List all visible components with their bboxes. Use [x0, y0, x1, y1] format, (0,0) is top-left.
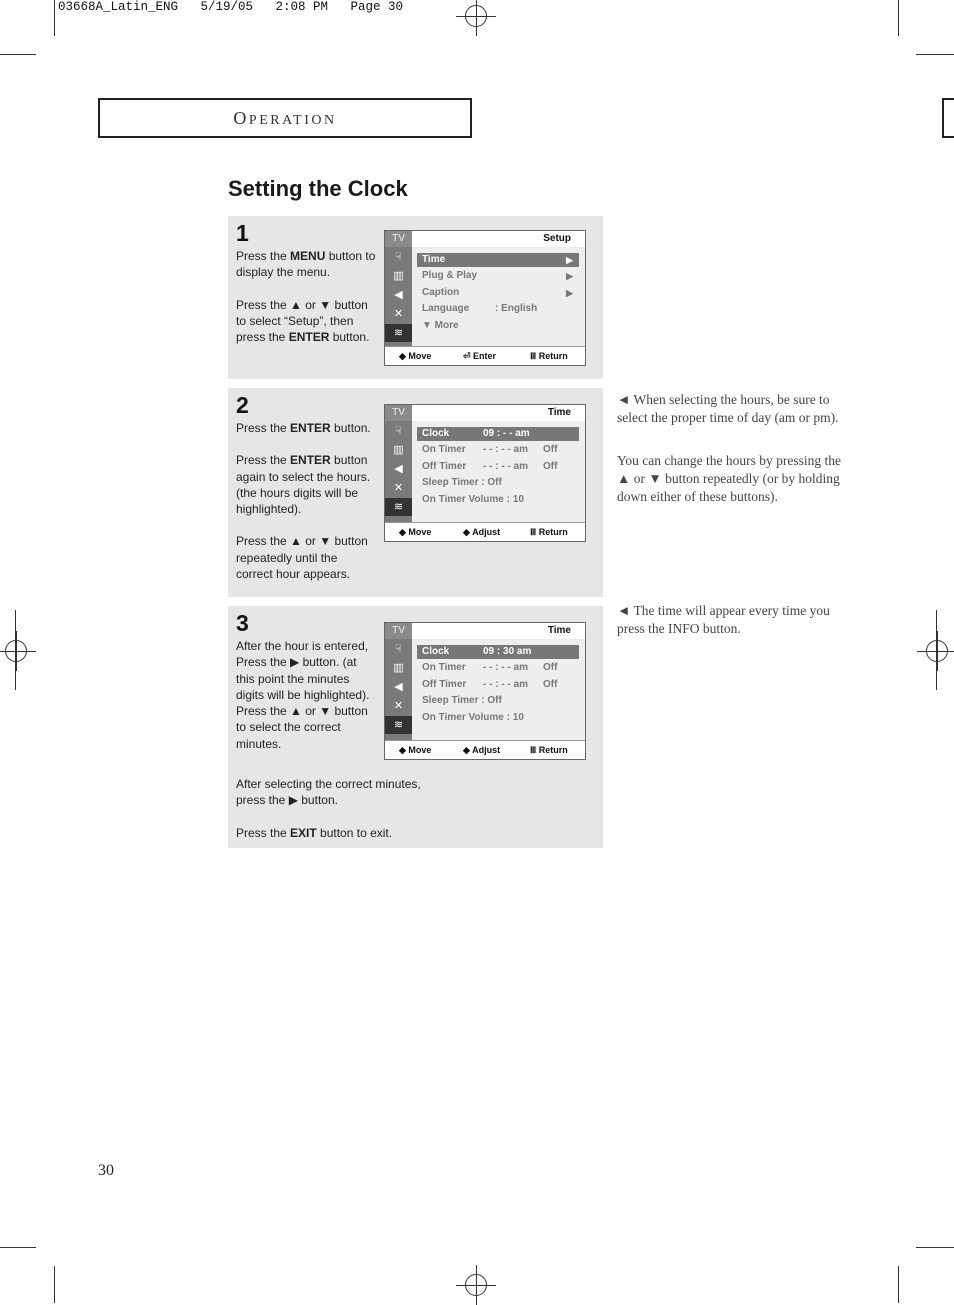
osd-item-label: Off Timer	[422, 678, 467, 690]
osd-menu-item[interactable]	[417, 661, 579, 675]
step-number: 2	[236, 392, 249, 418]
osd-item-value: - - : - - am	[483, 444, 528, 456]
osd-menu-item[interactable]	[417, 443, 579, 457]
osd-menu-item[interactable]	[417, 645, 579, 659]
instruction-text: Press the	[236, 825, 291, 840]
instruction-text: button again to select the hours. (the hours digits will be highlighted).	[236, 453, 371, 517]
side-tab	[942, 98, 954, 138]
instruction-text: After selecting the correct minutes, press the ▶ button.	[236, 777, 421, 808]
instruction-text: ENTER	[288, 330, 330, 345]
crop-mark	[54, 0, 55, 36]
osd-item-label: Off Timer	[422, 460, 467, 472]
osd-tv-label: TV	[385, 231, 412, 247]
osd-tv-label: TV	[385, 623, 412, 639]
setup-icon: ≋	[385, 716, 412, 734]
osd-item-label: Sleep Timer : Off	[422, 695, 502, 707]
registration-mark-icon	[5, 640, 27, 662]
osd-tv-label: TV	[385, 405, 412, 421]
step-panel-3	[228, 606, 603, 848]
osd-menu-item[interactable]	[417, 711, 579, 725]
osd-footer-hint: ◆ Move	[399, 745, 432, 755]
instruction-text: Press the ▲ or ▼ button to select “Setup”, then press the	[236, 297, 368, 345]
picture-icon: ☟	[395, 251, 402, 263]
sound-icon: ◀	[394, 681, 403, 693]
osd-item-value: 09 : 30 am	[483, 646, 532, 657]
osd-menu-item[interactable]	[417, 476, 579, 490]
osd-menu	[384, 404, 586, 542]
channel-icon: ▥	[393, 662, 404, 674]
osd-item-label: On Timer Volume : 10	[422, 493, 524, 505]
osd-menu-item[interactable]	[417, 678, 579, 692]
osd-item-label: Clock	[422, 428, 450, 439]
osd-footer-hint: Ⅲ Return	[530, 351, 568, 361]
instruction-text: EXIT	[290, 825, 317, 840]
osd-menu	[384, 622, 586, 760]
osd-menu-item[interactable]	[417, 493, 579, 507]
osd-menu-item[interactable]	[417, 319, 579, 333]
osd-item-state: Off	[543, 662, 558, 674]
registration-mark-icon	[465, 1274, 487, 1296]
osd-footer	[385, 346, 585, 365]
chevron-right-icon: ▶	[566, 271, 573, 282]
instruction-paragraph	[236, 420, 376, 436]
section-header	[98, 98, 472, 138]
instruction-text: ENTER	[290, 453, 331, 468]
registration-mark-icon	[926, 640, 948, 662]
step-panel-1	[228, 216, 603, 379]
osd-item-state: Off	[543, 678, 558, 690]
instruction-text: button to display the menu.	[236, 249, 376, 280]
side-note-1	[617, 391, 849, 531]
registration-mark-icon	[465, 5, 487, 27]
osd-menu-item[interactable]	[417, 269, 579, 283]
instruction-text: Press the	[236, 249, 291, 263]
note-paragraph: ◄ The time will appear every time you press the INFO button.	[617, 603, 830, 636]
instruction-text: Press the	[236, 421, 291, 435]
chevron-right-icon: ▶	[566, 287, 573, 298]
osd-item-label: On Timer Volume : 10	[422, 711, 524, 723]
sound-icon: ◀	[394, 289, 403, 301]
step-instructions	[236, 248, 376, 361]
setup-icon: ≋	[385, 498, 412, 516]
step-number: 1	[236, 220, 249, 246]
osd-item-label: Sleep Timer : Off	[422, 477, 502, 489]
crop-mark	[0, 54, 36, 55]
antenna-icon: ✕	[393, 700, 404, 712]
osd-footer-hint: ◆ Adjust	[463, 745, 501, 755]
osd-menu-item[interactable]	[417, 286, 579, 300]
instruction-paragraph	[236, 776, 436, 809]
osd-footer-hint: ◆ Move	[399, 527, 432, 537]
section-label	[100, 108, 470, 129]
instruction-text: button.	[329, 330, 370, 345]
chevron-right-icon: ▶	[566, 255, 573, 265]
page-number: 30	[98, 1162, 114, 1179]
crop-mark	[54, 1266, 55, 1303]
channel-icon: ▥	[393, 444, 404, 456]
osd-item-state: Off	[543, 460, 558, 472]
osd-menu-item[interactable]	[417, 694, 579, 708]
osd-item-value: : English	[495, 303, 538, 315]
osd-item-label: Caption	[422, 286, 460, 298]
osd-item-label: On Timer	[422, 444, 466, 456]
picture-icon: ☟	[395, 425, 402, 437]
osd-menu	[384, 230, 586, 366]
osd-footer	[385, 522, 585, 541]
instruction-paragraph	[236, 452, 376, 517]
instruction-text: Press the ▲ or ▼ button repeatedly until the correct hour appears.	[236, 534, 368, 582]
setup-icon: ≋	[385, 324, 412, 342]
instruction-text: button to exit.	[316, 825, 393, 840]
section-rest: PERATION	[248, 113, 337, 128]
instruction-text: Press the	[236, 453, 291, 468]
osd-item-value: - - : - - am	[483, 678, 528, 690]
instruction-paragraph	[236, 297, 376, 346]
osd-item-label: Language	[422, 303, 470, 315]
crop-mark	[898, 0, 899, 36]
osd-menu-title: Time	[547, 407, 571, 418]
osd-item-state: Off	[543, 444, 558, 456]
osd-menu-title: Setup	[543, 233, 571, 244]
step-panel-2	[228, 388, 603, 597]
channel-icon: ▥	[393, 270, 404, 282]
osd-footer-hint: ◆ Move	[399, 351, 432, 361]
osd-footer-hint: ⏎ Enter	[463, 351, 497, 361]
instruction-text: After the hour is entered, Press the ▶ button. (at this point the minutes digits will be highlighted). Press the ▲ or ▼ button to select the correct minutes.	[236, 639, 370, 751]
step-instructions	[236, 420, 376, 598]
note-paragraph: ◄ When selecting the hours, be sure to select the proper time of day (am or pm).	[617, 392, 839, 425]
crop-mark	[0, 1247, 36, 1248]
crop-mark	[916, 1247, 954, 1248]
crop-mark	[916, 54, 954, 55]
osd-item-label: ▼ More	[422, 319, 459, 331]
osd-footer-hint: Ⅲ Return	[530, 527, 568, 537]
step-number: 3	[236, 610, 249, 636]
osd-menu-item[interactable]	[417, 302, 579, 316]
picture-icon: ☟	[395, 643, 402, 655]
instruction-text: MENU	[290, 249, 326, 263]
osd-footer	[385, 740, 585, 759]
osd-item-label: Clock	[422, 646, 450, 657]
osd-footer-hint: Ⅲ Return	[530, 745, 568, 755]
crop-mark	[898, 1266, 899, 1303]
osd-item-label: Plug & Play	[422, 270, 478, 282]
instruction-paragraph	[236, 248, 376, 281]
osd-menu-item[interactable]	[417, 253, 579, 267]
sound-icon: ◀	[394, 463, 403, 475]
osd-item-label: Time	[422, 254, 446, 265]
osd-menu-item[interactable]	[417, 427, 579, 441]
instruction-text: ENTER	[290, 421, 331, 435]
osd-item-label: On Timer	[422, 662, 466, 674]
instruction-paragraph	[236, 638, 376, 752]
osd-item-value: - - : - - am	[483, 662, 528, 674]
antenna-icon: ✕	[393, 482, 404, 494]
antenna-icon: ✕	[393, 308, 404, 320]
osd-footer-hint: ◆ Adjust	[463, 527, 501, 537]
osd-menu-title: Time	[547, 625, 571, 636]
side-note-2	[617, 602, 849, 663]
note-paragraph: You can change the hours by pressing the ▲ or ▼ button repeatedly (or by holding down either of these buttons).	[617, 453, 841, 504]
instruction-paragraph	[236, 533, 376, 582]
osd-item-value: 09 : - - am	[483, 428, 530, 439]
page-title: Setting the Clock	[228, 176, 408, 201]
osd-menu-item[interactable]	[417, 460, 579, 474]
instruction-paragraph	[236, 825, 436, 841]
print-slug: 03668A_Latin_ENG 5/19/05 2:08 PM Page 30	[58, 0, 404, 14]
section-cap: O	[233, 108, 249, 128]
instruction-text: button.	[330, 421, 371, 435]
osd-item-value: - - : - - am	[483, 460, 528, 472]
